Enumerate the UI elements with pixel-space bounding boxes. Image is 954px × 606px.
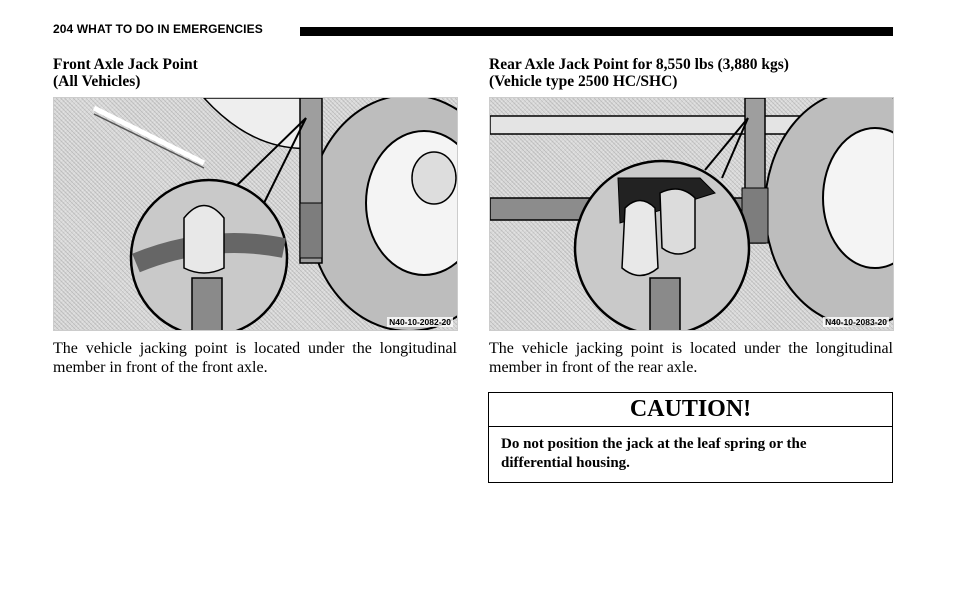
caution-text: Do not position the jack at the leaf spring or the differential housing. [501,436,807,471]
front-axle-heading [53,56,457,90]
rear-figure-code: N40-10-2083-20 [825,317,887,327]
zoom-jack-head [622,201,658,276]
page-header [53,20,893,40]
fender-shape [204,98,314,148]
caution-box [488,392,893,483]
front-axle-description: The vehicle jacking point is located under the longitudinal member in front of the front axle. [53,340,457,376]
rear-axle-heading-line2: (Vehicle type 2500 HC/SHC) [489,73,678,90]
rear-axle-heading [489,56,893,90]
rear-axle-drawing [490,98,893,330]
jack-base-shape [300,203,322,258]
front-axle-heading-line2: (All Vehicles) [53,73,141,90]
front-axle-section [53,56,457,377]
zoom-jack-shaft [650,278,680,330]
front-axle-drawing [54,98,457,330]
rear-axle-description: The vehicle jacking point is located under the longitudinal member in front of the rear axle. [489,340,893,376]
zoom-jack-head [184,206,224,274]
zoom-jack-shaft [192,278,222,330]
wheel-hub-shape [412,152,456,204]
caution-title: CAUTION! [489,393,892,427]
front-figure-code: N40-10-2082-20 [389,317,451,327]
front-axle-heading-line1: Front Axle Jack Point [53,56,198,73]
rear-axle-section [489,56,893,377]
frame-line [94,114,204,168]
rear-axle-jack-illustration [489,97,894,331]
front-axle-jack-illustration [53,97,458,331]
rear-axle-heading-line1: Rear Axle Jack Point for 8,550 lbs (3,880 kgs) [489,56,789,73]
header-rule [300,27,893,36]
frame-highlight [94,108,204,163]
zoom-bracket [660,189,695,254]
page-label: 204 WHAT TO DO IN EMERGENCIES [53,22,263,36]
